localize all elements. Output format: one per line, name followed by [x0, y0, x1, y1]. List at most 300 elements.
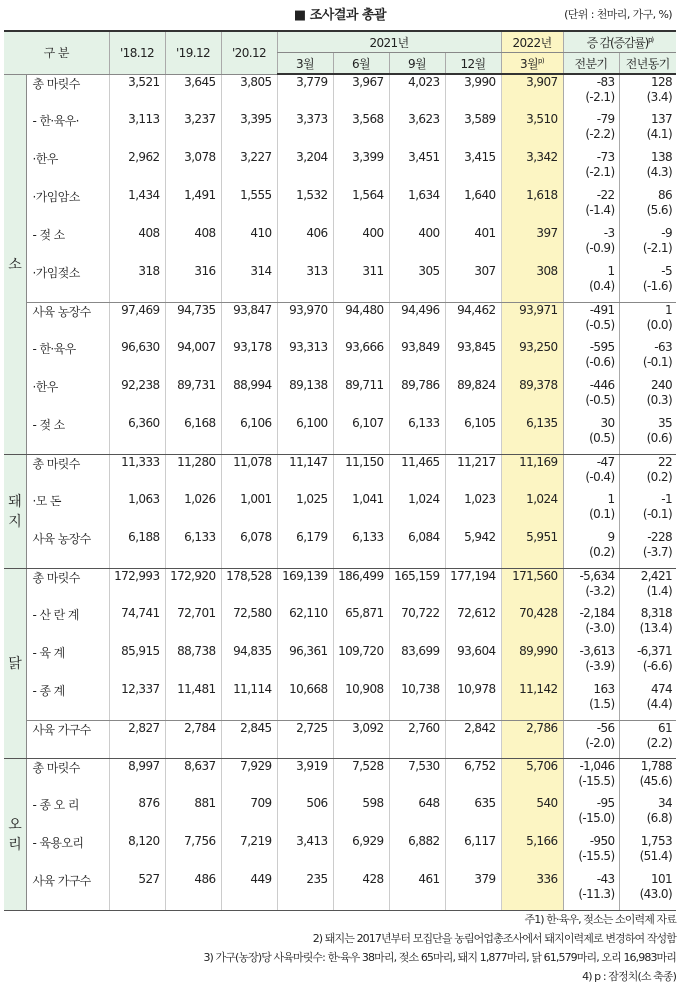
change-value: -95	[596, 796, 615, 810]
change-value: 474	[650, 682, 673, 696]
value-cell: 88,738	[165, 644, 221, 682]
value-cell: 94,462	[445, 302, 501, 340]
value-cell: 3,451	[389, 150, 445, 188]
row-label: - 종 계	[26, 682, 109, 720]
change-rate: (0.0)	[646, 317, 673, 332]
value-cell: 11,217	[445, 454, 501, 492]
change-rate: (0.3)	[646, 393, 673, 407]
change-prev-year	[619, 302, 676, 340]
value-cell: 635	[445, 796, 501, 834]
value-cell: 6,117	[445, 834, 501, 872]
change-prev-quarter	[563, 302, 619, 340]
change-prev-quarter	[563, 74, 619, 112]
change-value: -22	[596, 188, 615, 202]
value-cell: 3,967	[333, 74, 389, 112]
value-cell: 2,784	[165, 720, 221, 758]
change-value: -73	[596, 150, 615, 164]
change-prev-quarter	[563, 606, 619, 644]
change-value: -2,184	[579, 606, 615, 620]
value-cell: 598	[333, 796, 389, 834]
value-cell: 8,120	[109, 834, 165, 872]
change-rate: (-2.1)	[642, 241, 673, 255]
value-cell: 1,564	[333, 188, 389, 226]
change-prev-year	[619, 682, 676, 720]
change-value: 138	[650, 150, 673, 164]
value-cell: 6,188	[109, 530, 165, 568]
value-cell: 3,779	[277, 74, 333, 112]
change-rate: (4.3)	[646, 165, 673, 179]
value-cell: 305	[389, 264, 445, 302]
change-prev-year	[619, 74, 676, 112]
change-rate: (1.4)	[646, 583, 673, 598]
value-cell: 11,147	[277, 454, 333, 492]
row-label: - 육 계	[26, 644, 109, 682]
table-row	[4, 568, 676, 606]
group-label: 돼 지	[4, 454, 26, 568]
change-value: -47	[596, 454, 615, 469]
value-cell: 3,623	[389, 112, 445, 150]
value-cell: 6,360	[109, 416, 165, 454]
value-cell: 93,250	[501, 340, 563, 378]
change-prev-year	[619, 264, 676, 302]
footnote-4: 4) p : 잠정치(소 축종)	[582, 970, 676, 983]
value-cell: 72,580	[221, 606, 277, 644]
value-cell: 540	[501, 796, 563, 834]
value-cell: 1,491	[165, 188, 221, 226]
value-cell: 316	[165, 264, 221, 302]
change-value: -6,371	[636, 644, 673, 658]
value-cell: 648	[389, 796, 445, 834]
value-cell: 11,078	[221, 454, 277, 492]
value-cell: 93,849	[389, 340, 445, 378]
value-cell: 169,139	[277, 568, 333, 606]
row-label: - 한·육우·	[26, 112, 109, 150]
change-value: -595	[589, 340, 615, 354]
value-cell: 2,962	[109, 150, 165, 188]
value-cell: 89,731	[165, 378, 221, 416]
value-cell: 400	[389, 226, 445, 264]
header-month-2021-03: 3월	[277, 53, 333, 75]
change-value: -43	[596, 872, 615, 886]
value-cell: 406	[277, 226, 333, 264]
change-prev-year	[619, 188, 676, 226]
value-cell: 6,133	[389, 416, 445, 454]
table-row	[4, 112, 676, 150]
value-cell: 96,630	[109, 340, 165, 378]
change-rate: (4.4)	[646, 697, 673, 711]
change-rate: (-0.5)	[585, 317, 615, 332]
change-prev-year	[619, 720, 676, 758]
value-cell: 6,168	[165, 416, 221, 454]
footnote-3: 3) 가구(농장)당 사육마릿수: 한·육우 38마리, 젖소 65마리, 돼지 1,877마리, 닭 61,579마리, 오리 16,983마리	[203, 951, 676, 964]
change-value: -3,613	[579, 644, 615, 658]
value-cell: 70,428	[501, 606, 563, 644]
change-prev-quarter	[563, 568, 619, 606]
change-rate: (0.1)	[589, 507, 615, 521]
change-value: -950	[589, 834, 615, 848]
value-cell: 3,092	[333, 720, 389, 758]
row-label: ·한우	[26, 150, 109, 188]
change-prev-quarter	[563, 378, 619, 416]
row-label: ·가임젖소	[26, 264, 109, 302]
value-cell: 7,756	[165, 834, 221, 872]
change-prev-quarter	[563, 492, 619, 530]
change-value: -56	[596, 720, 615, 735]
change-value: -1,046	[579, 758, 615, 773]
change-prev-year	[619, 226, 676, 264]
value-cell: 178,528	[221, 568, 277, 606]
table-row	[4, 492, 676, 530]
change-rate: (0.4)	[589, 279, 615, 293]
value-cell: 94,835	[221, 644, 277, 682]
value-cell: 62,110	[277, 606, 333, 644]
value-cell: 109,720	[333, 644, 389, 682]
value-cell: 2,845	[221, 720, 277, 758]
value-cell: 171,560	[501, 568, 563, 606]
table-row	[4, 454, 676, 492]
change-prev-year	[619, 340, 676, 378]
change-value: -63	[654, 340, 673, 354]
value-cell: 3,227	[221, 150, 277, 188]
value-cell: 1,634	[389, 188, 445, 226]
value-cell: 93,178	[221, 340, 277, 378]
change-value: 128	[650, 75, 673, 89]
row-label: - 종 오 리	[26, 796, 109, 834]
change-value: 1,788	[640, 758, 673, 773]
value-cell: 7,530	[389, 758, 445, 796]
table-row	[4, 530, 676, 568]
value-cell: 3,919	[277, 758, 333, 796]
value-cell: 408	[165, 226, 221, 264]
row-label: 총 마릿수	[26, 454, 109, 492]
row-label: ·한우	[26, 378, 109, 416]
value-cell: 11,169	[501, 454, 563, 492]
value-cell: 3,237	[165, 112, 221, 150]
header-year-2022: 2022년	[501, 31, 563, 53]
change-prev-year	[619, 872, 676, 910]
change-prev-quarter	[563, 416, 619, 454]
value-cell: 12,337	[109, 682, 165, 720]
change-rate: (45.6)	[639, 773, 673, 788]
value-cell: 11,333	[109, 454, 165, 492]
value-cell: 93,604	[445, 644, 501, 682]
value-cell: 89,711	[333, 378, 389, 416]
value-cell: 486	[165, 872, 221, 910]
change-rate: (-15.5)	[578, 849, 615, 863]
change-value: -83	[596, 75, 615, 89]
value-cell: 3,645	[165, 74, 221, 112]
value-cell: 92,238	[109, 378, 165, 416]
value-cell: 3,413	[277, 834, 333, 872]
change-prev-quarter	[563, 834, 619, 872]
value-cell: 3,907	[501, 74, 563, 112]
value-cell: 6,084	[389, 530, 445, 568]
value-cell: 5,951	[501, 530, 563, 568]
change-rate: (-1.4)	[585, 203, 615, 217]
value-cell: 10,668	[277, 682, 333, 720]
value-cell: 8,997	[109, 758, 165, 796]
change-rate: (51.4)	[639, 849, 673, 863]
value-cell: 1,555	[221, 188, 277, 226]
change-rate: (-3.2)	[585, 583, 615, 598]
value-cell: 3,113	[109, 112, 165, 150]
value-cell: 3,568	[333, 112, 389, 150]
value-cell: 65,871	[333, 606, 389, 644]
report-title: ■ 조사결과 총괄	[293, 8, 387, 23]
change-rate: (43.0)	[639, 887, 673, 901]
value-cell: 336	[501, 872, 563, 910]
change-rate: (-0.1)	[642, 355, 673, 369]
value-cell: 881	[165, 796, 221, 834]
value-cell: 7,528	[333, 758, 389, 796]
change-prev-year	[619, 530, 676, 568]
value-cell: 11,150	[333, 454, 389, 492]
change-rate: (13.4)	[639, 621, 673, 635]
change-prev-quarter	[563, 454, 619, 492]
value-cell: 5,166	[501, 834, 563, 872]
value-cell: 3,395	[221, 112, 277, 150]
row-label: 사육 가구수	[26, 872, 109, 910]
value-cell: 1,023	[445, 492, 501, 530]
row-label: - 육용오리	[26, 834, 109, 872]
change-rate: (-3.0)	[585, 621, 615, 635]
value-cell: 6,106	[221, 416, 277, 454]
row-label: 총 마릿수	[26, 568, 109, 606]
change-rate: (-15.5)	[578, 773, 615, 788]
value-cell: 10,978	[445, 682, 501, 720]
row-label: - 젖 소	[26, 416, 109, 454]
value-cell: 1,640	[445, 188, 501, 226]
value-cell: 3,399	[333, 150, 389, 188]
value-cell: 165,159	[389, 568, 445, 606]
change-prev-quarter	[563, 340, 619, 378]
value-cell: 93,970	[277, 302, 333, 340]
value-cell: 11,142	[501, 682, 563, 720]
change-value: 137	[650, 112, 673, 126]
change-value: 1	[607, 492, 615, 506]
change-value: 1,753	[640, 834, 673, 848]
change-rate: (0.6)	[646, 431, 673, 445]
value-cell: 186,499	[333, 568, 389, 606]
row-label: ·가임암소	[26, 188, 109, 226]
change-value: 1	[607, 264, 615, 278]
change-prev-quarter	[563, 112, 619, 150]
change-prev-year	[619, 796, 676, 834]
change-prev-year	[619, 606, 676, 644]
change-rate: (3.4)	[646, 90, 673, 104]
change-prev-year	[619, 492, 676, 530]
value-cell: 2,760	[389, 720, 445, 758]
value-cell: 10,908	[333, 682, 389, 720]
change-rate: (6.8)	[646, 811, 673, 825]
table-row	[4, 74, 676, 112]
change-value: 86	[657, 188, 673, 202]
table-row	[4, 378, 676, 416]
table-row	[4, 264, 676, 302]
header-year-2021: 2021년	[277, 31, 501, 53]
value-cell: 3,589	[445, 112, 501, 150]
table-row	[4, 606, 676, 644]
value-cell: 3,415	[445, 150, 501, 188]
change-value: 8,318	[640, 606, 673, 620]
change-value: 163	[593, 682, 615, 696]
header-category: 구 분	[4, 31, 109, 74]
change-prev-quarter	[563, 188, 619, 226]
value-cell: 408	[109, 226, 165, 264]
header-prev-year: 전년동기	[619, 53, 676, 75]
change-rate: (0.2)	[589, 545, 615, 559]
value-cell: 70,722	[389, 606, 445, 644]
value-cell: 1,001	[221, 492, 277, 530]
table-row	[4, 758, 676, 796]
value-cell: 93,666	[333, 340, 389, 378]
row-label: - 한·육우	[26, 340, 109, 378]
change-value: 9	[607, 530, 615, 544]
value-cell: 400	[333, 226, 389, 264]
value-cell: 6,929	[333, 834, 389, 872]
change-value: -79	[596, 112, 615, 126]
change-rate: (-2.2)	[585, 127, 615, 141]
value-cell: 83,699	[389, 644, 445, 682]
change-value: -5	[661, 264, 673, 278]
row-label: 사육 가구수	[26, 720, 109, 758]
value-cell: 6,135	[501, 416, 563, 454]
value-cell: 6,179	[277, 530, 333, 568]
table-row	[4, 416, 676, 454]
change-prev-year	[619, 150, 676, 188]
change-prev-quarter	[563, 758, 619, 796]
value-cell: 6,078	[221, 530, 277, 568]
value-cell: 89,786	[389, 378, 445, 416]
value-cell: 1,024	[389, 492, 445, 530]
change-prev-year	[619, 112, 676, 150]
change-value: 61	[657, 720, 673, 735]
value-cell: 428	[333, 872, 389, 910]
change-value: -1	[661, 492, 673, 506]
change-prev-year	[619, 644, 676, 682]
change-value: -3	[603, 226, 615, 240]
value-cell: 7,219	[221, 834, 277, 872]
value-cell: 97,469	[109, 302, 165, 340]
value-cell: 4,023	[389, 74, 445, 112]
value-cell: 7,929	[221, 758, 277, 796]
header-year-2019: '19.12	[165, 31, 221, 74]
change-rate: (-0.9)	[585, 241, 615, 255]
change-rate: (-2.1)	[585, 165, 615, 179]
footnote-2: 2) 돼지는 2017년부터 모집단을 농림어업총조사에서 돼지이력제로 변경하여 작성함	[312, 932, 676, 945]
change-rate: (-0.4)	[585, 469, 615, 484]
value-cell: 876	[109, 796, 165, 834]
change-rate: (1.5)	[589, 697, 615, 711]
change-rate: (-3.7)	[642, 545, 673, 559]
value-cell: 3,510	[501, 112, 563, 150]
change-value: 35	[657, 416, 673, 430]
value-cell: 3,204	[277, 150, 333, 188]
value-cell: 94,480	[333, 302, 389, 340]
change-rate: (-0.6)	[585, 355, 615, 369]
change-prev-year	[619, 454, 676, 492]
header-change-group: 증 감(증감률)$^{p)}$	[563, 31, 676, 53]
value-cell: 6,133	[165, 530, 221, 568]
value-cell: 94,735	[165, 302, 221, 340]
change-rate: (-0.5)	[585, 393, 615, 407]
table-row	[4, 796, 676, 834]
value-cell: 461	[389, 872, 445, 910]
value-cell: 89,138	[277, 378, 333, 416]
value-cell: 6,105	[445, 416, 501, 454]
footnote-1: 주1) 한·육우, 젖소는 소이력제 자료	[524, 913, 676, 926]
change-prev-quarter	[563, 872, 619, 910]
value-cell: 1,063	[109, 492, 165, 530]
change-value: -446	[589, 378, 615, 392]
value-cell: 11,465	[389, 454, 445, 492]
summary-table	[4, 30, 676, 911]
value-cell: 506	[277, 796, 333, 834]
value-cell: 3,990	[445, 74, 501, 112]
value-cell: 5,706	[501, 758, 563, 796]
value-cell: 3,805	[221, 74, 277, 112]
group-label: 소	[4, 74, 26, 454]
value-cell: 89,824	[445, 378, 501, 416]
value-cell: 1,026	[165, 492, 221, 530]
change-prev-quarter	[563, 644, 619, 682]
change-value: 22	[657, 454, 673, 469]
table-row	[4, 302, 676, 340]
value-cell: 6,882	[389, 834, 445, 872]
value-cell: 74,741	[109, 606, 165, 644]
value-cell: 88,994	[221, 378, 277, 416]
change-rate: (-1.6)	[642, 279, 673, 293]
value-cell: 307	[445, 264, 501, 302]
header-year-2018: '18.12	[109, 31, 165, 74]
header-month-2021-12: 12월	[445, 53, 501, 75]
value-cell: 410	[221, 226, 277, 264]
value-cell: 1,618	[501, 188, 563, 226]
change-rate: (-2.0)	[585, 735, 615, 750]
group-label: 닭	[4, 568, 26, 758]
value-cell: 314	[221, 264, 277, 302]
change-prev-quarter	[563, 530, 619, 568]
value-cell: 3,373	[277, 112, 333, 150]
value-cell: 72,701	[165, 606, 221, 644]
change-prev-year	[619, 378, 676, 416]
value-cell: 93,847	[221, 302, 277, 340]
change-rate: (-15.0)	[578, 811, 615, 825]
value-cell: 308	[501, 264, 563, 302]
table-row	[4, 188, 676, 226]
change-value: 30	[600, 416, 615, 430]
table-row	[4, 644, 676, 682]
change-value: 240	[650, 378, 673, 392]
table-row	[4, 682, 676, 720]
value-cell: 172,993	[109, 568, 165, 606]
change-value: 1	[665, 302, 673, 317]
value-cell: 93,845	[445, 340, 501, 378]
value-cell: 89,378	[501, 378, 563, 416]
unit-note: (단위 : 천마리, 가구, %)	[564, 8, 672, 21]
value-cell: 85,915	[109, 644, 165, 682]
change-value: -9	[661, 226, 673, 240]
value-cell: 93,313	[277, 340, 333, 378]
change-rate: (-6.6)	[642, 659, 673, 673]
group-label: 오 리	[4, 758, 26, 910]
change-rate: (-0.1)	[642, 507, 673, 521]
change-value: -228	[647, 530, 673, 544]
value-cell: 177,194	[445, 568, 501, 606]
change-rate: (0.5)	[589, 431, 615, 445]
row-label: ·모 돈	[26, 492, 109, 530]
value-cell: 8,637	[165, 758, 221, 796]
